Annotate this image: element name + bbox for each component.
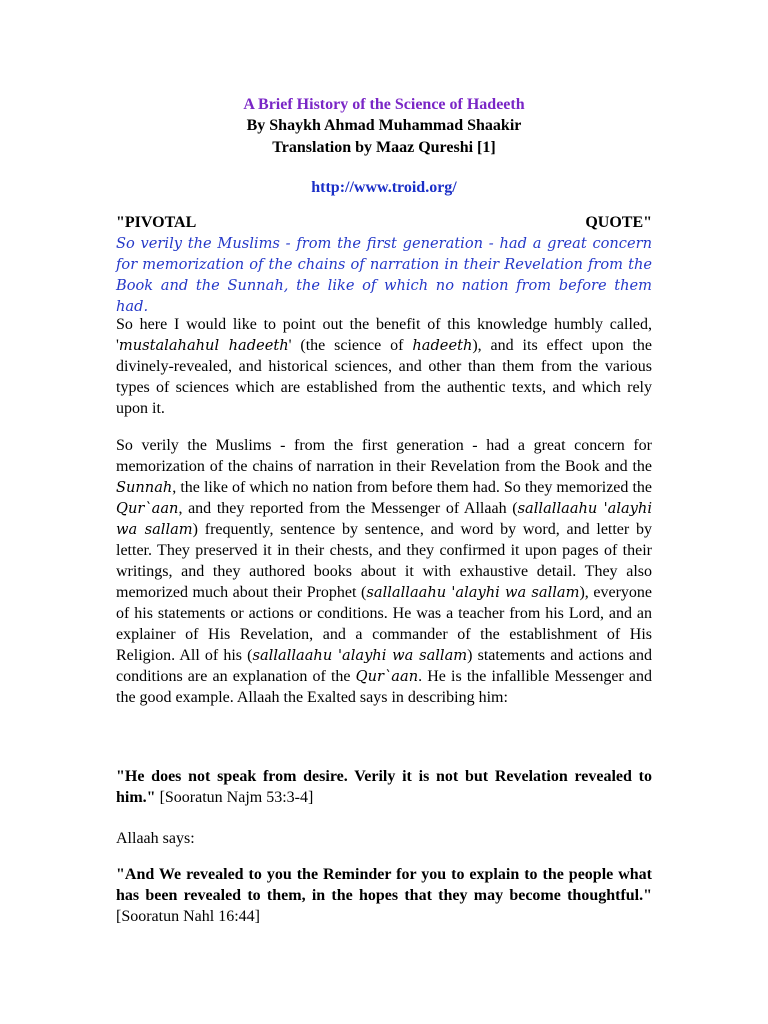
verse-najm: "He does not speak from desire. Verily it is not but Revelation revealed to him." [Sooratun Najm 53:3-4]: [116, 768, 652, 806]
paragraph-intro: So here I would like to point out the benefit of this knowledge humbly called, 'mustalahahul hadeeth' (the science of hadeeth), and its effect upon the divinely-revealed, and historical sciences, and other than them from the various types of sciences which are established from the authentic texts, and which rely upon it.: [116, 316, 653, 417]
verse-nahl: "And We revealed to you the Reminder for you to explain to the people what has been revealed to them, in the hopes that they may become thoughtful." [Sooratun Nahl 16:44]: [116, 866, 652, 925]
pivotal-quote-text: So verily the Muslims - from the first generation - had a great concern for memorization of the chains of narration in their Revelation from the Book and the Sunnah, the like of which no nation from before them had.: [116, 235, 652, 315]
source-link[interactable]: http://www.troid.org/: [311, 179, 457, 196]
author-line: By Shaykh Ahmad Muhammad Shaakir: [246, 117, 522, 134]
pivotal-quote-heading: [116, 212, 652, 233]
quote-label: QUOTE": [585, 214, 652, 231]
paragraph-history: So verily the Muslims - from the first generation - had a great concern for memorization of the chains of narration in their Revelation from the Book and the Sunnah, the like of which no nation from before them had. So they memorized the Qur`aan, and they reported from the Messenger of Allaah (sallallaahu 'alayhi wa sallam) frequently, sentence by sentence, and word by word, and letter by letter. They preserved it in their chests, and they confirmed it upon pages of their writings, and they authored books about it with exhaustive detail. They also memorized much about their Prophet (sallallaahu 'alayhi wa sallam), everyone of his statements or actions or conditions. He was a teacher from his Lord, and an explainer of His Revelation, and a commander of the establishment of His Religion. All of his (sallallaahu 'alayhi wa sallam) statements and actions and conditions are an explanation of the Qur`aan. He is the infallible Messenger and the good example. Allaah the Exalted says in describing him:: [116, 437, 653, 706]
document-title: A Brief History of the Science of Hadeeth: [243, 96, 525, 113]
pivotal-label: "PIVOTAL: [116, 214, 197, 231]
translator-line: Translation by Maaz Qureshi [1]: [272, 139, 496, 156]
allaah-says: Allaah says:: [116, 830, 195, 847]
title-block: [116, 94, 652, 159]
